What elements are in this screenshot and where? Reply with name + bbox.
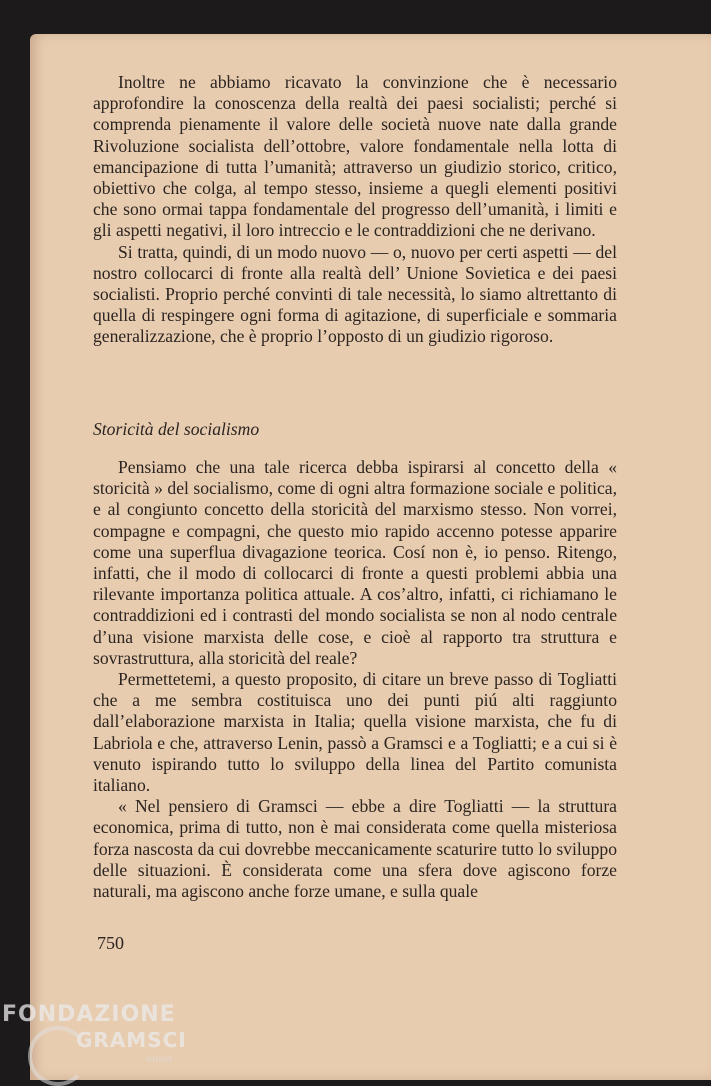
body-text-section-1	[93, 72, 617, 348]
paragraph: Permettetemi, a questo proposito, di citare un breve passo di Togliatti che a me sembra costituisca uno dei punti piú alti raggiunto dall’elaborazione marxista in Italia; quella visione marxista, che fu di Labriola e che, attraverso Lenin, passò a Gramsci e a Togliatti; e a cui si è venuto ispirando tutto lo sviluppo della linea del Partito comunista italiano.	[93, 669, 617, 796]
section-heading: Storicità del socialismo	[93, 419, 260, 439]
paragraph: Inoltre ne abbiamo ricavato la convinzione che è necessario approfondire la conoscenza della realtà dei paesi socialisti; perché si comprenda pienamente il valore delle società nuove nate dalla grande Rivoluzione socialista dell’ottobre, valore fondamentale nella lotta di emancipazione di tutta l’umanità; attraverso un giudizio storico, critico, obiettivo che colga, al tempo stesso, insieme a quegli elementi positivi che sono ormai tappa fondamentale del progresso dell’umanità, i limiti e gli aspetti negativi, il loro intreccio e le contraddizioni che ne derivano.	[93, 72, 617, 241]
watermark-line-1: FONDAZIONE	[2, 1002, 176, 1027]
watermark-logo	[0, 1000, 200, 1080]
paragraph: « Nel pensiero di Gramsci — ebbe a dire Togliatti — la struttura economica, prima di tutto, non è mai considerata come quella misteriosa forza nascosta da cui dovrebbe meccanicamente scaturire tutto lo sviluppo delle situazioni. È considerata come una sfera dove agiscono forze naturali, ma agiscono anche forze umane, e sulla quale	[93, 796, 617, 902]
body-text-section-2	[93, 457, 617, 902]
page-number: 750	[97, 933, 124, 953]
watermark-line-2: GRAMSCI	[76, 1028, 187, 1052]
paragraph: Pensiamo che una tale ricerca debba ispirarsi al concetto della « storicità » del socialismo, come di ogni altra formazione sociale e politica, e al congiunto concetto della storicità del marxismo stesso. Non vorrei, compagne e compagni, che questo mio rapido accenno potesse apparire come una superflua divagazione teorica. Cosí non è, io penso. Ritengo, infatti, che il modo di collocarci di fronte a questi problemi abbia una rilevante importanza politica attuale. A cos’altro, infatti, ci richiamano le contraddizioni ed i contrasti del mondo socialista se non al nodo centrale d’una visione marxista delle cose, e cioè al rapporto tra struttura e sovrastruttura, alla storicità del reale?	[93, 457, 617, 668]
watermark-sub: onlus	[146, 1054, 173, 1065]
paragraph: Si tratta, quindi, di un modo nuovo — o, nuovo per certi aspetti — del nostro collocarci di fronte alla realtà dell’ Unione Sovietica e dei paesi socialisti. Proprio perché convinti di tale necessità, lo siamo altrettanto di quella di respingere ogni forma di agitazione, di superficiale e sommaria generalizzazione, che è proprio l’opposto di un giudizio rigoroso.	[93, 241, 617, 347]
